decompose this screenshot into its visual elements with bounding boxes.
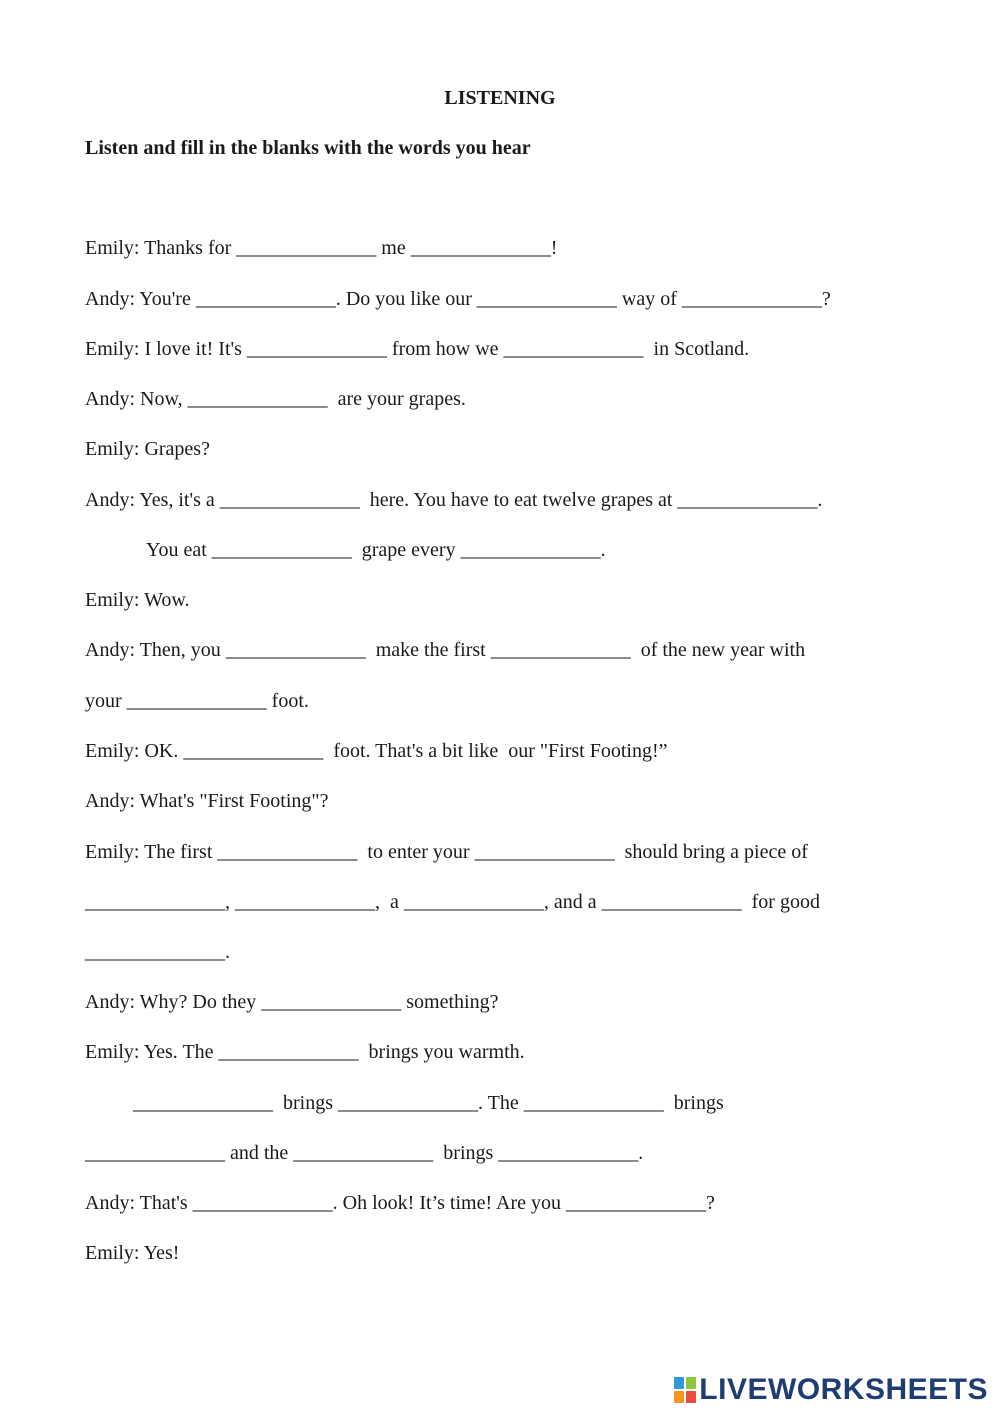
liveworksheets-logo	[674, 1372, 988, 1408]
dialogue-line: Emily: Wow.	[85, 589, 190, 611]
dialogue-line: Andy: That's ______________. Oh look! It’s time! Are you ______________?	[85, 1192, 715, 1214]
instruction-text: Listen and fill in the blanks with the words you hear	[85, 137, 531, 159]
dialogue-line: Andy: Why? Do they ______________ something?	[85, 991, 499, 1013]
dialogue-line: Andy: Now, ______________ are your grapes.	[85, 388, 466, 410]
dialogue-line: Emily: The first ______________ to enter your ______________ should bring a piece of	[85, 841, 808, 863]
dialogue-line: Andy: You're ______________. Do you like our ______________ way of ______________?	[85, 288, 831, 310]
dialogue-line: Emily: Grapes?	[85, 438, 210, 460]
dialogue-line: Andy: Yes, it's a ______________ here. You have to eat twelve grapes at ______________.	[85, 489, 823, 511]
dialogue-line: your ______________ foot.	[85, 690, 309, 712]
dialogue-line: Emily: Thanks for ______________ me ______________!	[85, 237, 558, 259]
logo-square	[674, 1391, 684, 1403]
dialogue-line: ______________ brings ______________. The ______________ brings	[133, 1092, 724, 1114]
logo-square	[686, 1391, 696, 1403]
dialogue-line: Andy: Then, you ______________ make the first ______________ of the new year with	[85, 639, 806, 661]
dialogue-line: Emily: Yes. The ______________ brings you warmth.	[85, 1041, 525, 1063]
dialogue-line: You eat ______________ grape every ______________.	[146, 539, 606, 561]
logo-square	[686, 1377, 696, 1389]
dialogue-line: Emily: I love it! It's ______________ from how we ______________ in Scotland.	[85, 338, 750, 360]
logo-squares-icon	[674, 1377, 696, 1403]
dialogue-line: ______________ and the ______________ brings ______________.	[85, 1142, 644, 1164]
dialogue-line: ______________.	[85, 941, 230, 963]
dialogue-line: Emily: Yes!	[85, 1242, 180, 1264]
dialogue-line: Emily: OK. ______________ foot. That's a bit like our "First Footing!”	[85, 740, 668, 762]
dialogue-line: ______________, ______________, a ______________, and a ______________ for good	[85, 891, 820, 913]
dialogue-line: Andy: What's "First Footing"?	[85, 790, 329, 812]
page-title: LISTENING	[444, 87, 556, 109]
brand-name: LIVEWORKSHEETS	[699, 1373, 988, 1406]
logo-square	[674, 1377, 684, 1389]
